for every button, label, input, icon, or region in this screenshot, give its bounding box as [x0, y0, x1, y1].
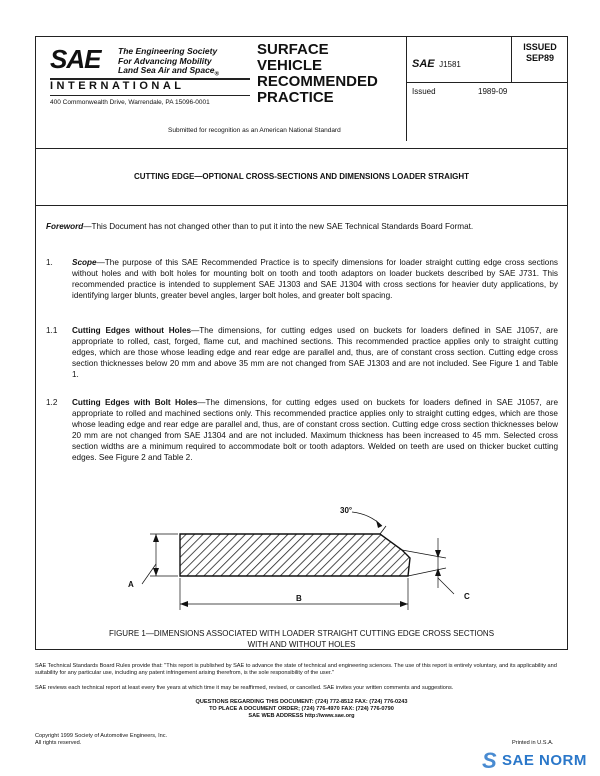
- docno-divider: [406, 36, 407, 141]
- logo-rule-bottom: [50, 95, 250, 96]
- foreword-label: Foreword: [46, 222, 84, 231]
- section-1-1-paragraph: [72, 325, 558, 380]
- dim-c-leader: [438, 578, 454, 594]
- section-1-1-number: 1.1: [46, 326, 58, 335]
- issued-box: [512, 42, 568, 64]
- angle-arrowhead: [376, 520, 382, 528]
- questions-line: QUESTIONS REGARDING THIS DOCUMENT: (724) 772-8512 FAX: (724) 776-0243: [195, 699, 408, 705]
- dim-a-arrow-bottom: [153, 568, 159, 576]
- issued-label: ISSUED: [523, 42, 557, 52]
- rights-line: All rights reserved.: [35, 740, 82, 746]
- section-1-2-number: 1.2: [46, 398, 58, 407]
- doc-type-line-2: VEHICLE: [257, 57, 323, 74]
- page-title: CUTTING EDGE—OPTIONAL CROSS-SECTIONS AND DIMENSIONS LOADER STRAIGHT: [133, 172, 470, 181]
- copyright-block: [35, 733, 167, 747]
- copyright-line: Copyright 1999 Society of Automotive Engineers, Inc.: [35, 733, 168, 739]
- section-1-label: Scope: [72, 258, 97, 267]
- issued-row-divider: [406, 82, 568, 83]
- foreword-text: —This Document has not changed other than to put it into the new SAE Technical Standards Board Format.: [83, 222, 474, 231]
- doc-number: J1581: [439, 60, 461, 69]
- cutting-edge-section: [180, 534, 410, 576]
- doc-number-block: [412, 54, 461, 72]
- angle-label: 30°: [340, 506, 353, 515]
- section-1-number: 1.: [46, 258, 53, 267]
- address: 400 Commonwealth Drive, Warrendale, PA 15096-0001: [50, 99, 210, 106]
- printed-in: Printed in U.S.A.: [512, 740, 554, 746]
- figure-caption-line-1: FIGURE 1—DIMENSIONS ASSOCIATED WITH LOADER STRAIGHT CUTTING EDGE CROSS SECTIONS: [108, 629, 495, 638]
- section-1-2-paragraph: [72, 397, 558, 463]
- submitted-note: Submitted for recognition as an American National Standard: [168, 127, 341, 134]
- society-line-3: Land Sea Air and Space: [118, 65, 215, 75]
- header-divider: [35, 148, 568, 149]
- sae-logo: SAE: [50, 44, 101, 74]
- section-1-2-text: —The dimensions, for cutting edges used on buckets for loaders defined in SAE J1057, are appropriate to rolled and machined sections only. This recommended practice applies only to straight cutting edges, which are those whose leading edge and rear edge are parallel and, thus, are of constant cross section. Cutting edge cross section thicknesses below 20 mm are not changed from SAE J1304 and are not included. Maximum thickness has been increased to 45 mm. Selected cross section widths are a minimum required to accommodate bolt or tooth adaptors. Welded on teeth are used on thicker bucket cutting edges. See Figure 2 and Table 2.: [72, 398, 558, 462]
- order-line: TO PLACE A DOCUMENT ORDER; (724) 776-4970 FAX: (724) 776-0790: [209, 706, 394, 712]
- sae-small-logo: SAE: [412, 58, 435, 70]
- contact-block: [35, 699, 568, 720]
- watermark-logo: S: [482, 748, 497, 773]
- policy-note: SAE Technical Standards Board Rules provide that: "This report is published by SAE to advance the state of technical and engineering sciences. The use of this report is entirely voluntary, and its applicability and suitability for any particular use, including any patent infringement arising therefrom, is the sole responsibility of the user.": [35, 663, 557, 676]
- dim-b-arrow-right: [400, 601, 408, 607]
- society-line-2: For Advancing Mobility: [118, 55, 212, 66]
- doc-type-line-1: SURFACE: [257, 41, 329, 58]
- review-note: SAE reviews each technical report at least every five years at which time it may be reaffirmed, revised, or cancelled. SAE invites your written comments and suggestions.: [35, 685, 454, 691]
- issued-code: SEP89: [525, 53, 555, 63]
- bevel-ext: [380, 526, 386, 534]
- document-type: [257, 42, 378, 106]
- figure-caption-line-2: WITH AND WITHOUT HOLES: [247, 640, 356, 649]
- society-line-1: The Engineering Society: [118, 46, 218, 56]
- dim-b-arrow-left: [180, 601, 188, 607]
- figure-1-caption: [35, 628, 568, 650]
- web-line[interactable]: SAE WEB ADDRESS http://www.sae.org: [248, 713, 355, 719]
- dim-a-arrow-top: [153, 534, 159, 542]
- section-1-2-label: Cutting Edges with Bolt Holes: [72, 398, 198, 407]
- section-1-paragraph: [72, 257, 558, 301]
- doc-type-line-4: PRACTICE: [257, 89, 334, 106]
- section-1-text: —The purpose of this SAE Recommended Practice is to specify dimensions for loader straight cutting edge cross sections without holes and with bolt holes for mounting bolt on tooth and tooth adaptors on loader buckets described by SAE J731. This recommended practice is intended to supplement SAE J1303 and SAE J1304 with cross sections for heavier duty applications, by identifying larger blunts, greater bevel angles, larger bolt holes, and greater bolt spacing.: [72, 258, 558, 300]
- label-c: C: [464, 592, 470, 601]
- issued-text: Issued: [412, 87, 436, 96]
- label-b: B: [296, 594, 302, 603]
- section-1-1-text: —The dimensions, for cutting edges used on buckets for loaders defined in SAE J1057, are appropriate to rolled, cast, forged, flame cut, and machined sections. This recommended practice applies only to straight cutting edges, which are those whose leading edge and rear edge are parallel and, thus, are of constant cross section. Cutting edge cross section thicknesses below 20 mm and above 35 mm are not changed from SAE J1303 and are not included. See Figure 1 and Table 1.: [72, 326, 558, 379]
- foreword-paragraph: [46, 221, 560, 232]
- doc-type-line-3: RECOMMENDED: [257, 73, 378, 90]
- society-text: [118, 47, 219, 80]
- label-a: A: [128, 580, 134, 589]
- registered-mark: ®: [214, 71, 219, 78]
- issued-date: 1989-09: [478, 87, 508, 96]
- dim-a-leader: [142, 564, 156, 584]
- watermark: [482, 748, 600, 776]
- watermark-text: SAE NORM: [502, 752, 587, 769]
- section-1-1-label: Cutting Edges without Holes: [72, 326, 192, 335]
- international-text: INTERNATIONAL: [50, 80, 185, 92]
- title-divider: [35, 205, 568, 206]
